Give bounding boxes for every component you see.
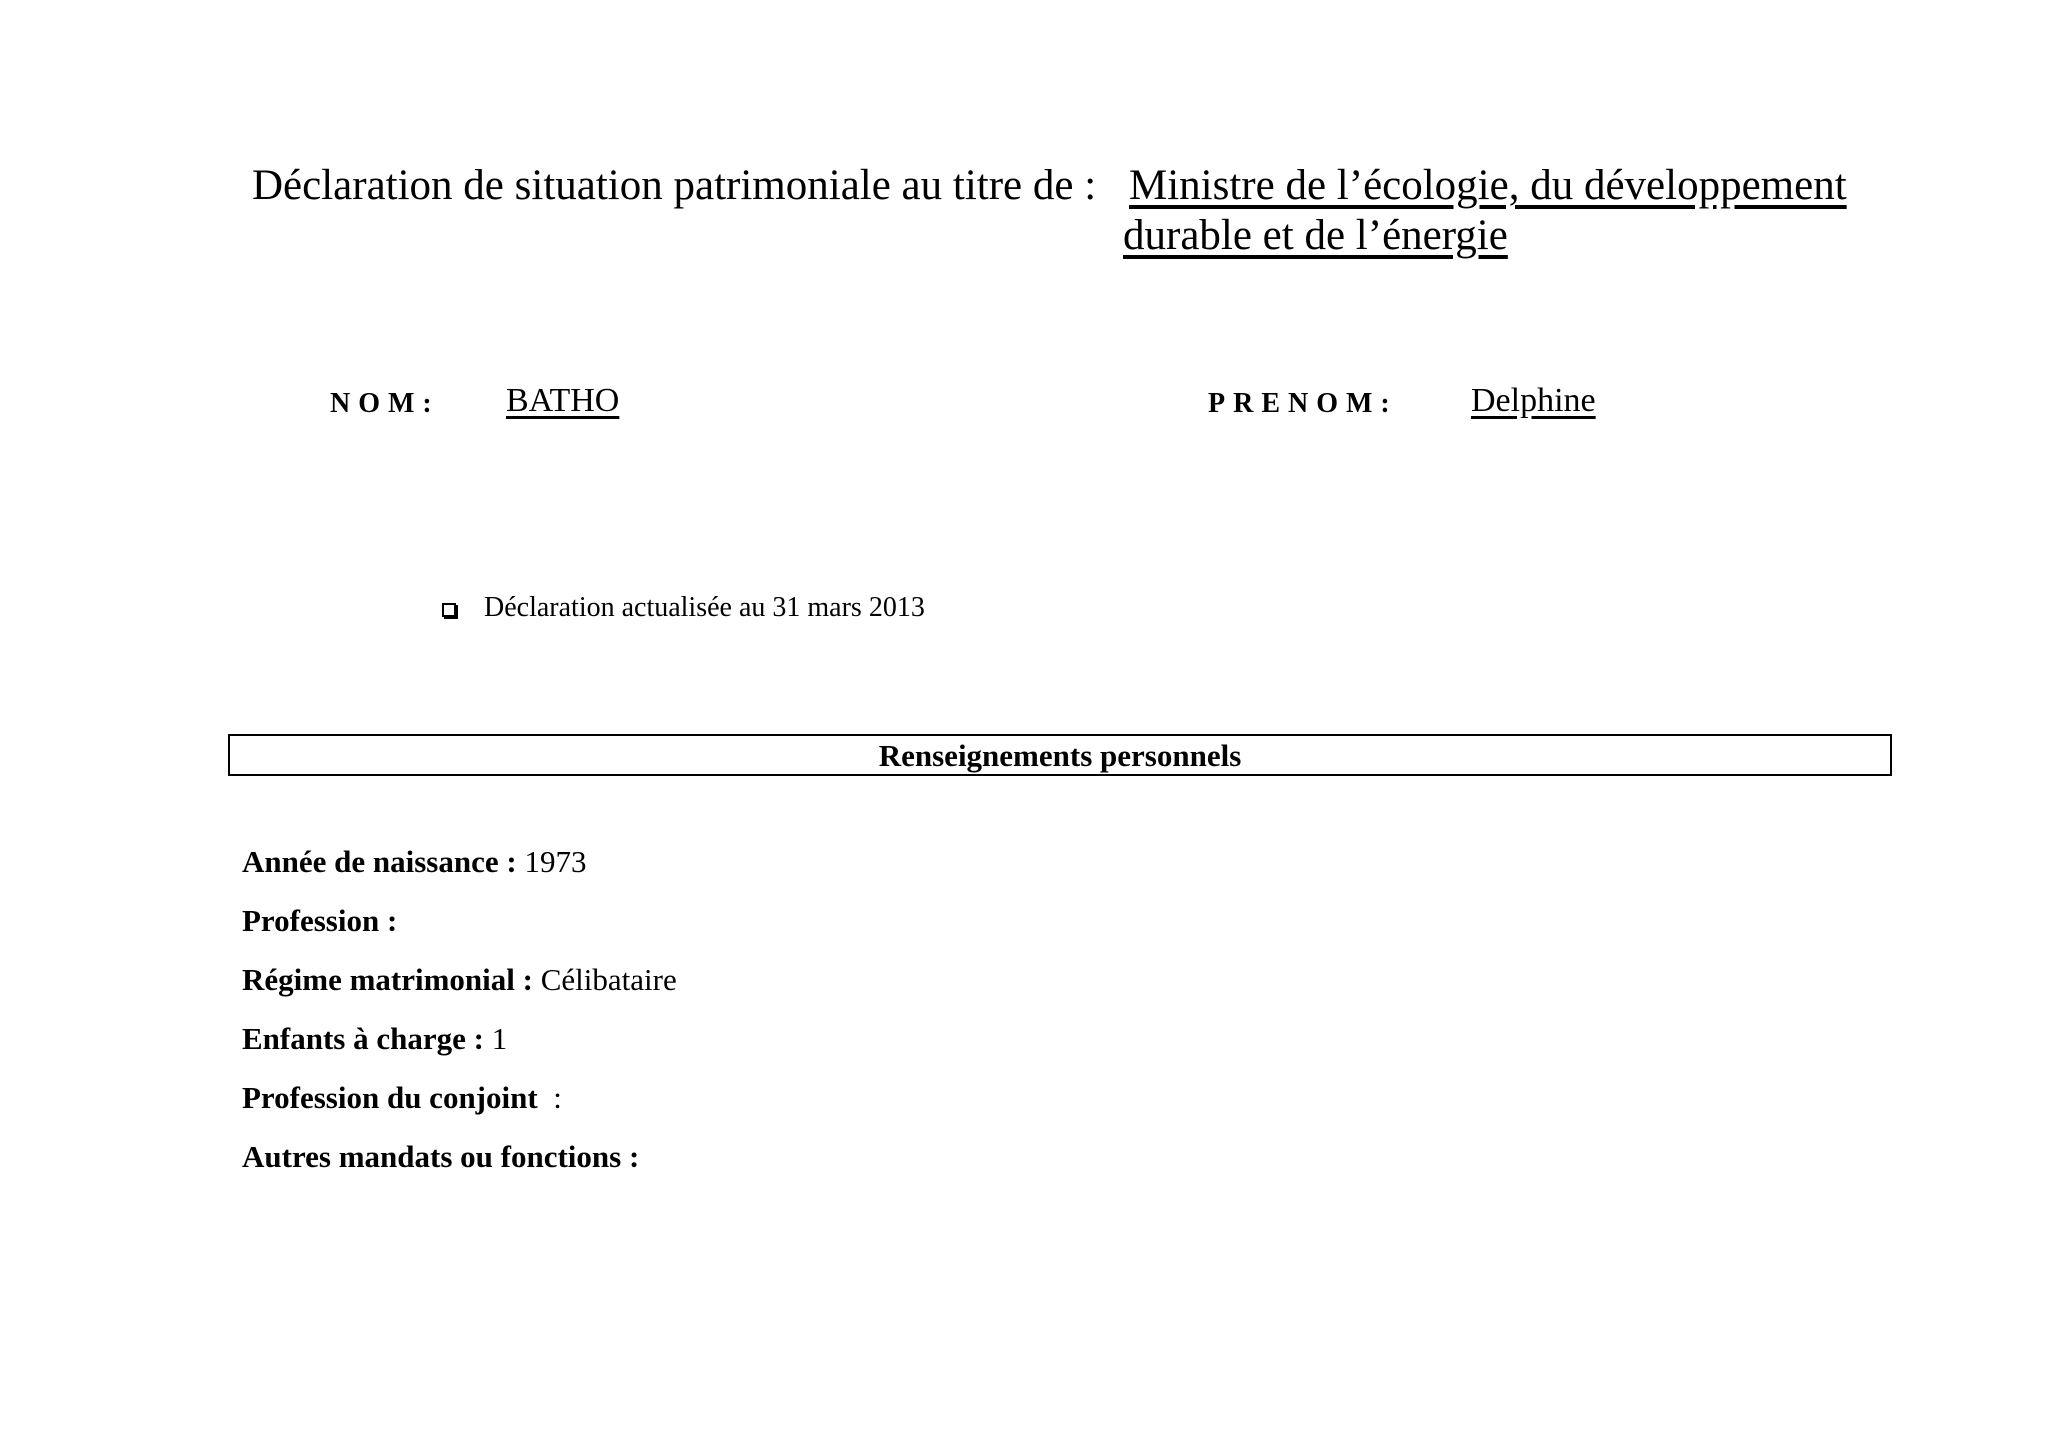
declaration-function-line-2: durable et de l’énergie: [1123, 212, 1508, 259]
field-label: Enfants à charge :: [242, 1021, 484, 1056]
field-label: Autres mandats ou fonctions :: [242, 1139, 640, 1174]
declaration-title: Déclaration de situation patrimoniale au titre de :: [252, 162, 1097, 209]
section-header: [228, 734, 1892, 776]
nom-value: BATHO: [506, 382, 620, 419]
field-label: Année de naissance :: [242, 844, 517, 879]
checkbox-bullet-icon: [442, 603, 456, 617]
field-value: Célibataire: [532, 962, 677, 997]
prenom-value: Delphine: [1471, 382, 1596, 419]
field-label: Profession :: [242, 903, 398, 938]
section-title: Renseignements personnels: [878, 737, 1242, 773]
info-row-other-mandates: [242, 1141, 677, 1200]
info-row-birth-year: [242, 846, 677, 905]
info-row-children: [242, 1023, 677, 1082]
field-value: 1973: [516, 844, 587, 879]
declaration-function-line-1: Ministre de l’écologie, du développement: [1129, 162, 1847, 209]
info-row-profession: [242, 905, 677, 964]
field-label: Profession du conjoint: [242, 1080, 538, 1115]
prenom-label: PRENOM:: [1208, 388, 1398, 419]
declaration-note: [442, 594, 925, 622]
declaration-note-text: Déclaration actualisée au 31 mars 2013: [484, 592, 925, 623]
field-value: :: [537, 1080, 562, 1115]
info-row-spouse-profession: [242, 1082, 677, 1141]
personal-info-list: [242, 846, 677, 1200]
nom-label: NOM:: [330, 388, 440, 419]
field-label: Régime matrimonial :: [242, 962, 533, 997]
field-value: 1: [483, 1021, 508, 1056]
info-row-marital-status: [242, 964, 677, 1023]
